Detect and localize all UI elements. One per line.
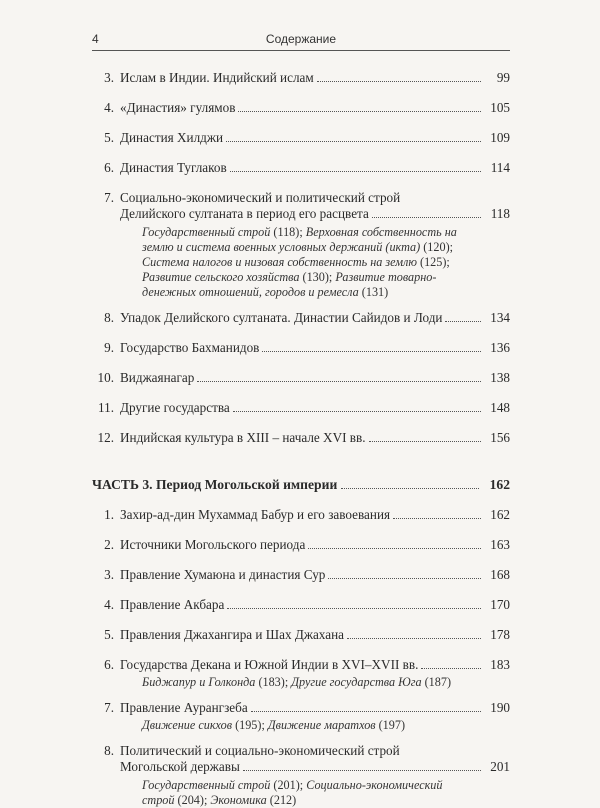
entry-page: 168 xyxy=(490,567,510,582)
entry-title: Захир-ад-дин Мухаммад Бабур и его завоевания xyxy=(120,507,391,522)
toc-entry xyxy=(92,310,510,326)
entry-page: 190 xyxy=(490,700,510,715)
entry-title-line2: Могольской державы xyxy=(120,759,240,774)
entry-title: Правление Аурангзеба xyxy=(120,700,248,715)
entry-page: 163 xyxy=(490,537,510,552)
entry-number: 7. xyxy=(104,190,114,205)
part-heading xyxy=(92,476,510,493)
entry-page: 183 xyxy=(490,657,510,672)
entry-title: Индийская культура в XIII – начале XVI вв. xyxy=(120,430,366,445)
entry-number: 6. xyxy=(104,160,114,175)
entry-number: 4. xyxy=(104,597,114,612)
entry-title: Виджаянагар xyxy=(120,370,195,385)
entry-number: 8. xyxy=(104,743,114,758)
entry-page: 170 xyxy=(490,597,510,612)
toc-entry xyxy=(92,70,510,86)
entry-page: 136 xyxy=(490,340,510,355)
entry-page: 114 xyxy=(490,160,510,175)
table-of-contents xyxy=(92,58,510,808)
toc-entry xyxy=(92,130,510,146)
entry-title: Государства Декана и Южной Индии в XVI–XVII вв. xyxy=(120,657,419,672)
entry-number: 5. xyxy=(104,627,114,642)
entry-page: 134 xyxy=(490,310,510,325)
entry-title-line2: Делийского султаната в период его расцвета xyxy=(120,206,369,221)
toc-entry xyxy=(92,507,510,523)
page-number: 4 xyxy=(92,32,99,46)
entry-number: 3. xyxy=(104,567,114,582)
entry-number: 4. xyxy=(104,100,114,115)
toc-entry xyxy=(92,657,510,673)
entry-subtopics: Биджапур и Голконда (183); Другие государства Юга (187) xyxy=(142,675,452,689)
entry-number: 9. xyxy=(104,340,114,355)
entry-number: 7. xyxy=(104,700,114,715)
page-header xyxy=(92,28,510,51)
entry-number: 12. xyxy=(97,430,114,445)
entry-page: 201 xyxy=(490,759,510,774)
entry-subtopics: Государственный строй (118); Верховная собственность на землю и система военных условных держаний (икта) (120); Система налогов и низовая собственность на землю (125); Развитие сельского хозяйства (130); Развитие товарно-денежных отношений, городов и ремесла (131) xyxy=(142,225,457,299)
entry-title: Правление Хумаюна и династия Сур xyxy=(120,567,326,582)
entry-title: Государство Бахманидов xyxy=(120,340,260,355)
entry-page: 138 xyxy=(490,370,510,385)
entry-page: 162 xyxy=(490,507,510,522)
entry-page: 105 xyxy=(490,100,510,115)
entry-title: Другие государства xyxy=(120,400,230,415)
entry-number: 10. xyxy=(97,370,114,385)
entry-number: 5. xyxy=(104,130,114,145)
toc-entry xyxy=(92,627,510,643)
entry-title: «Династия» гулямов xyxy=(120,100,236,115)
toc-entry xyxy=(92,160,510,176)
entry-number: 6. xyxy=(104,657,114,672)
entry-number: 1. xyxy=(104,507,114,522)
entry-number: 2. xyxy=(104,537,114,552)
toc-entry xyxy=(92,400,510,416)
entry-page: 156 xyxy=(490,430,510,445)
entry-title-line1: Социально-экономический и политический строй xyxy=(120,190,401,205)
entry-title: Правления Джахангира и Шах Джахана xyxy=(120,627,344,642)
entry-number: 3. xyxy=(104,70,114,85)
toc-entry xyxy=(92,743,510,775)
entry-title: Ислам в Индии. Индийский ислам xyxy=(120,70,314,85)
running-title: Содержание xyxy=(265,32,337,46)
entry-title: Правление Акбара xyxy=(120,597,225,612)
entry-title-line1: Политический и социально-экономический строй xyxy=(120,743,400,758)
entry-number: 8. xyxy=(104,310,114,325)
entry-title: Упадок Делийского султаната. Династии Сайидов и Лоди xyxy=(120,310,443,325)
entry-subtopics: Государственный строй (201); Социально-экономический строй (204); Экономика (212) xyxy=(142,778,443,807)
toc-entry xyxy=(92,537,510,553)
entry-page: 178 xyxy=(490,627,510,642)
entry-page: 109 xyxy=(490,130,510,145)
part-title: ЧАСТЬ 3. Период Могольской империи xyxy=(92,477,338,492)
toc-entry xyxy=(92,597,510,613)
entry-page: 99 xyxy=(496,70,510,85)
toc-entry xyxy=(92,567,510,583)
part-page: 162 xyxy=(489,477,510,492)
toc-entry xyxy=(92,340,510,356)
toc-entry xyxy=(92,190,510,222)
toc-entry xyxy=(92,430,510,446)
entry-title: Династия Хилджи xyxy=(120,130,224,145)
entry-title: Источники Могольского периода xyxy=(120,537,306,552)
entry-subtopics: Движение сикхов (195); Движение маратхов (197) xyxy=(142,718,406,732)
toc-entry xyxy=(92,100,510,116)
entry-title: Династия Туглаков xyxy=(120,160,227,175)
entry-page: 148 xyxy=(490,400,510,415)
toc-entry xyxy=(92,370,510,386)
entry-number: 11. xyxy=(98,400,114,415)
entry-page: 118 xyxy=(490,206,510,221)
toc-entry xyxy=(92,700,510,716)
